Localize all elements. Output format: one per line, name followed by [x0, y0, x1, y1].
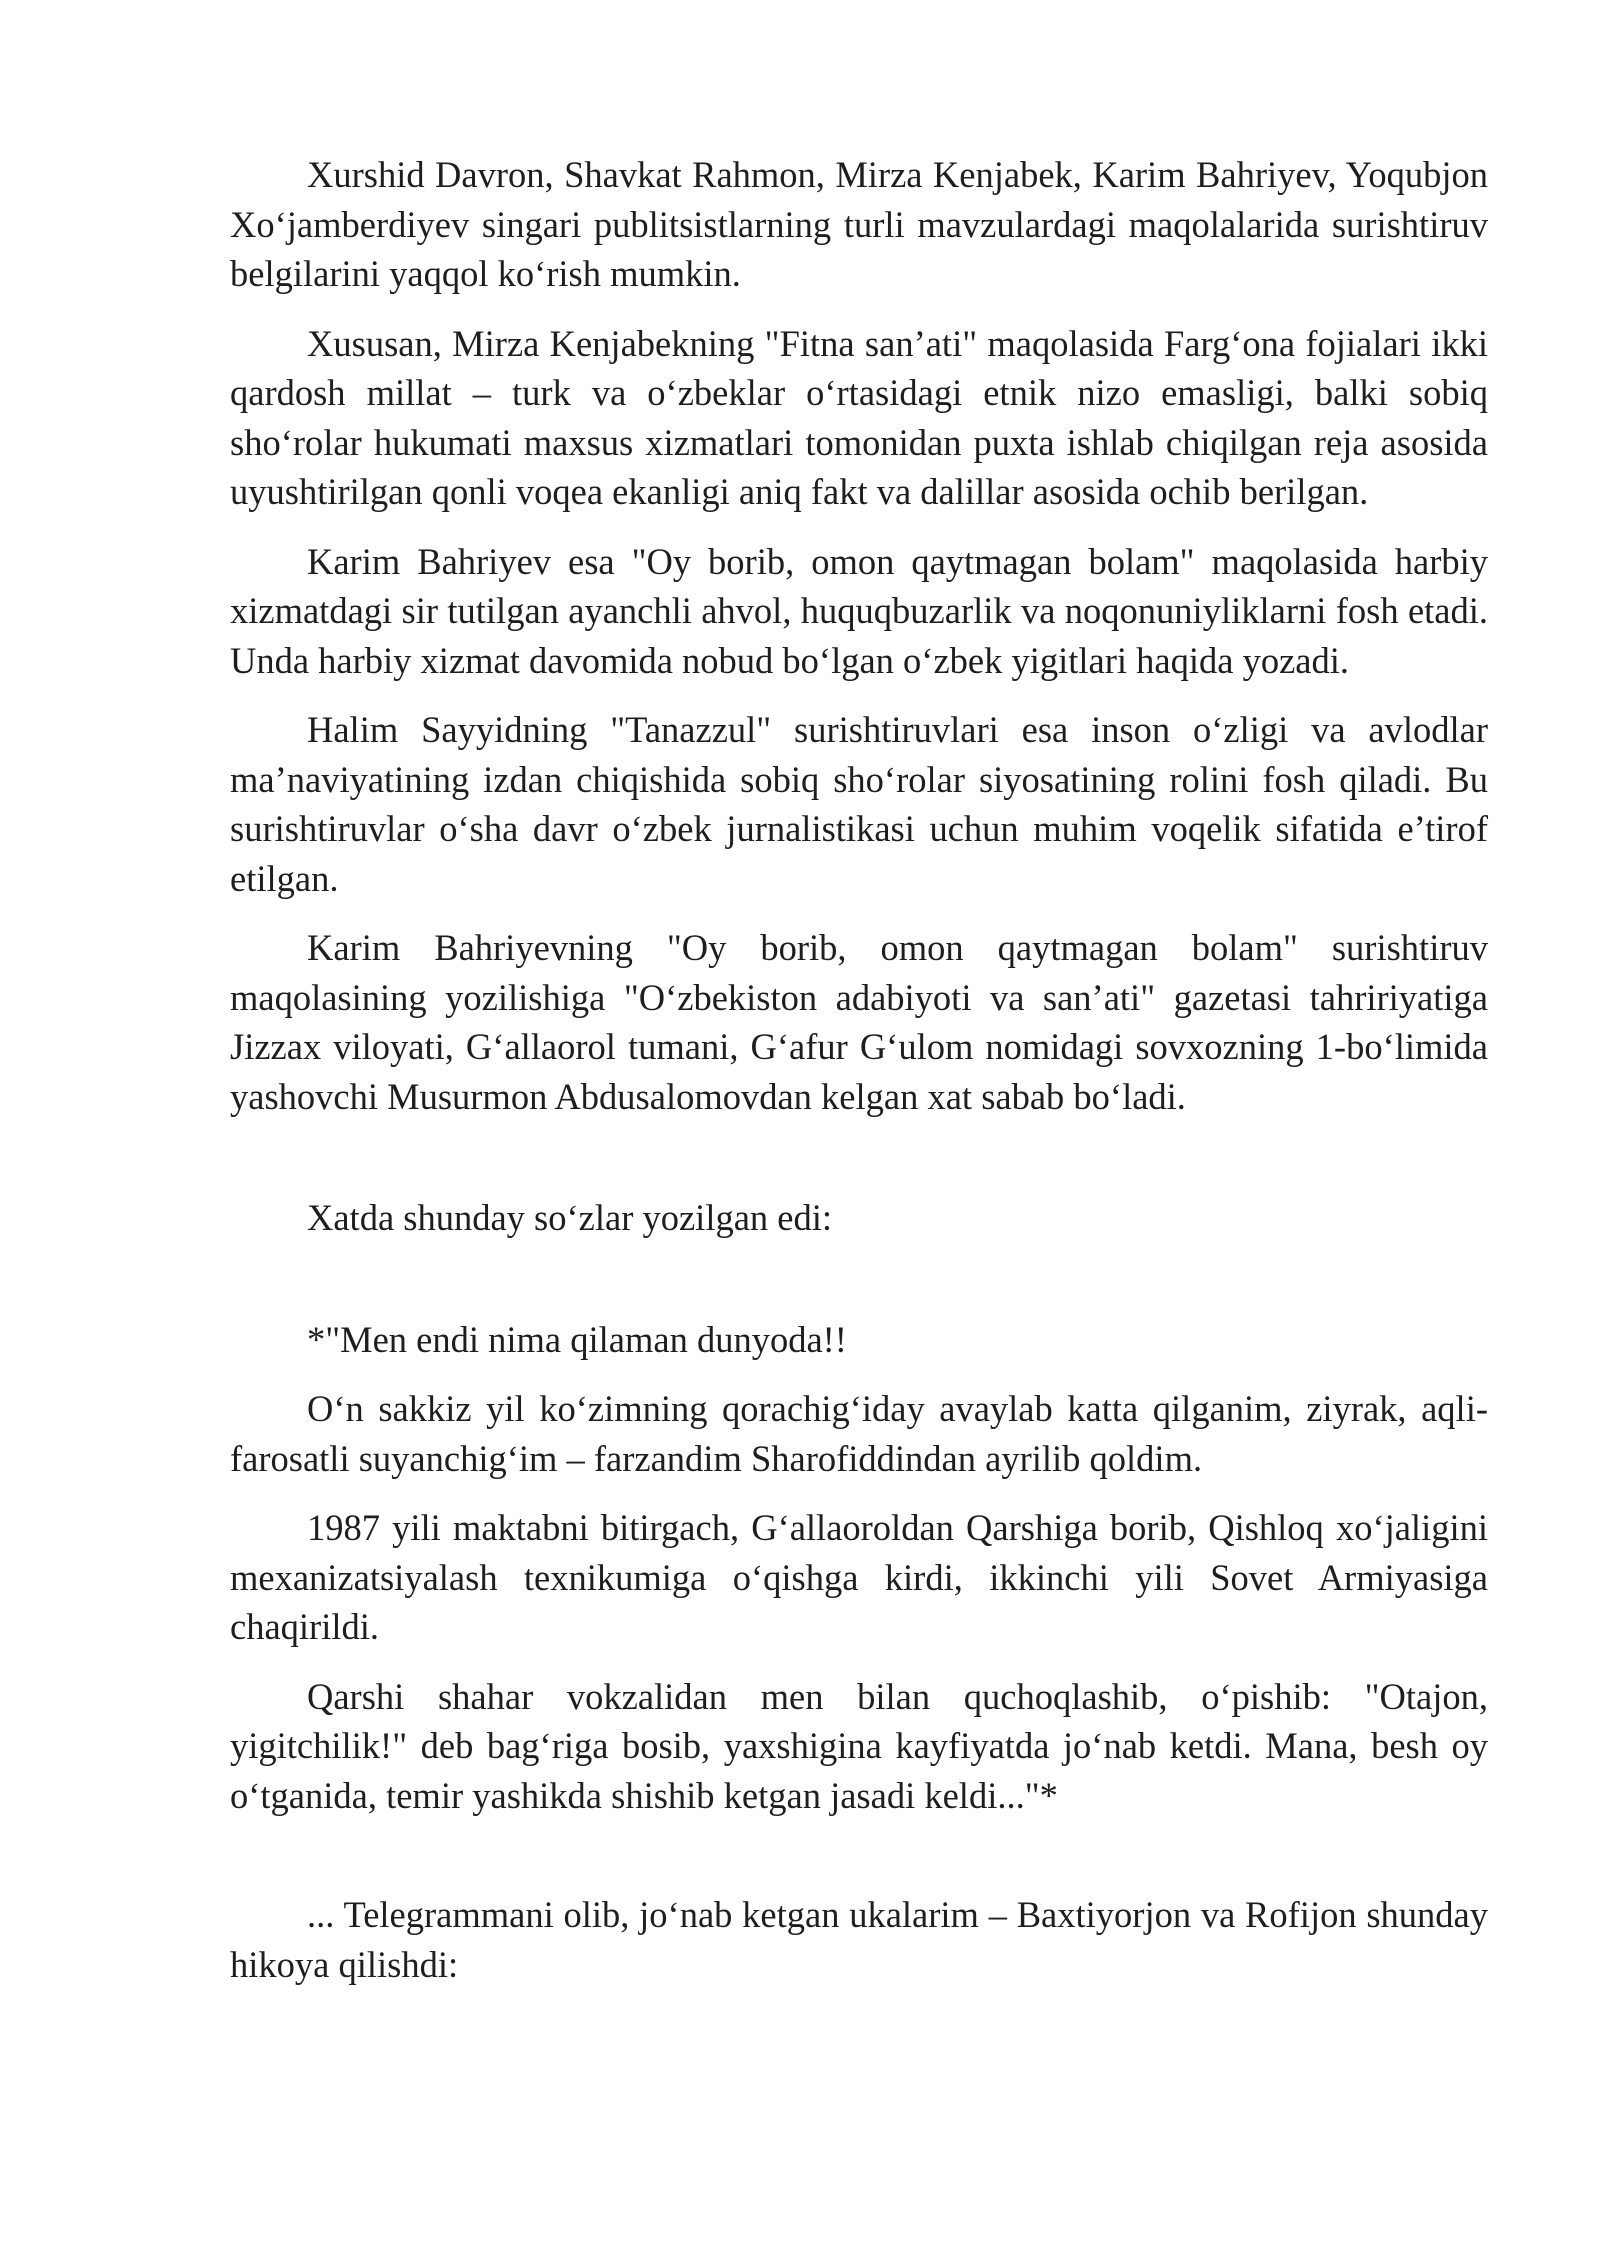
paragraph-letter-intro: Xatda shunday soʻzlar yozilgan edi: [307, 1197, 833, 1238]
paragraph-letter-farewell: Qarshi shahar vokzalidan men bilan quchoqlashib, oʻpishib: "Otajon, yigitchilik!" deb bagʻriga bosib, yaxshigina kayfiyatda joʻnab ketdi. Mana, besh oy oʻtganida, temir yashikda shishib ketgan jasadi keldi..."* [230, 1675, 1488, 1816]
paragraph-telegram: ... Telegrammani olib, joʻnab ketgan ukalarim – Baxtiyorjon va Rofijon shunday hikoya qilishdi: [230, 1894, 1488, 1985]
paragraph-bahriyev-article: Karim Bahriyev esa "Oy borib, omon qaytmagan bolam" maqolasida harbiy xizmatdagi sir tutilgan ayanchli ahvol, huquqbuzarlik va noqonuniyliklarni fosh etadi. Unda harbiy xizmat davomida nobud boʻlgan oʻzbek yigitlari haqida yozadi. [230, 540, 1488, 681]
paragraph-letter-origin: Karim Bahriyevning "Oy borib, omon qaytmagan bolam" surishtiruv maqolasining yozilishiga "Oʻzbekiston adabiyoti va san’ati" gazetasi tahririyatiga Jizzax viloyati, Gʻallaorol tumani, Gʻafur Gʻulom nomidagi sovxozning 1-boʻlimida yashovchi Musurmon Abdusalomovdan kelgan xat sabab boʻladi. [230, 927, 1488, 1117]
paragraph-letter-opening: *"Men endi nima qilaman dunyoda!! [307, 1318, 847, 1360]
paragraph-letter-1987: 1987 yili maktabni bitirgach, Gʻallaoroldan Qarshiga borib, Qishloq xoʻjaligini mexanizatsiyalash texnikumiga oʻqishga kirdi, ikkinchi yili Sovet Armiyasiga chaqirildi. [230, 1507, 1488, 1647]
paragraph-fitna-sanati: Xususan, Mirza Kenjabekning "Fitna san’ati" maqolasida Fargʻona fojialari ikki qardosh millat – turk va oʻzbeklar oʻrtasidagi etnik nizo emasligi, balki sobiq shoʻrolar hukumati maxsus xizmatlari tomonidan puxta ishlab chiqilgan reja asosida uyushtirilgan qonli voqea ekanligi aniq fakt va dalillar asosida ochib berilgan. [230, 322, 1488, 512]
paragraph-tanazzul: Halim Sayyidning "Tanazzul" surishtiruvlari esa inson oʻzligi va avlodlar ma’naviyatining izdan chiqishida sobiq shoʻrolar siyosatining rolini fosh qiladi. Bu surishtiruvlar oʻsha davr oʻzbek jurnalistikasi uchun muhim voqelik sifatida e’tirof etilgan. [230, 709, 1488, 899]
paragraph-letter-son: Oʻn sakkiz yil koʻzimning qorachigʻiday avaylab katta qilganim, ziyrak, aqli-farosatli suyanchigʻim – farzandim Sharofiddindan ayrilib qoldim. [230, 1388, 1488, 1479]
document-page [230, 150, 1488, 2009]
paragraph-publicists: Xurshid Davron, Shavkat Rahmon, Mirza Kenjabek, Karim Bahriyev, Yoqubjon Xoʻjamberdiyev singari publitsistlarning turli mavzulardagi maqolalarida surishtiruv belgilarini yaqqol koʻrish mumkin. [230, 154, 1488, 294]
